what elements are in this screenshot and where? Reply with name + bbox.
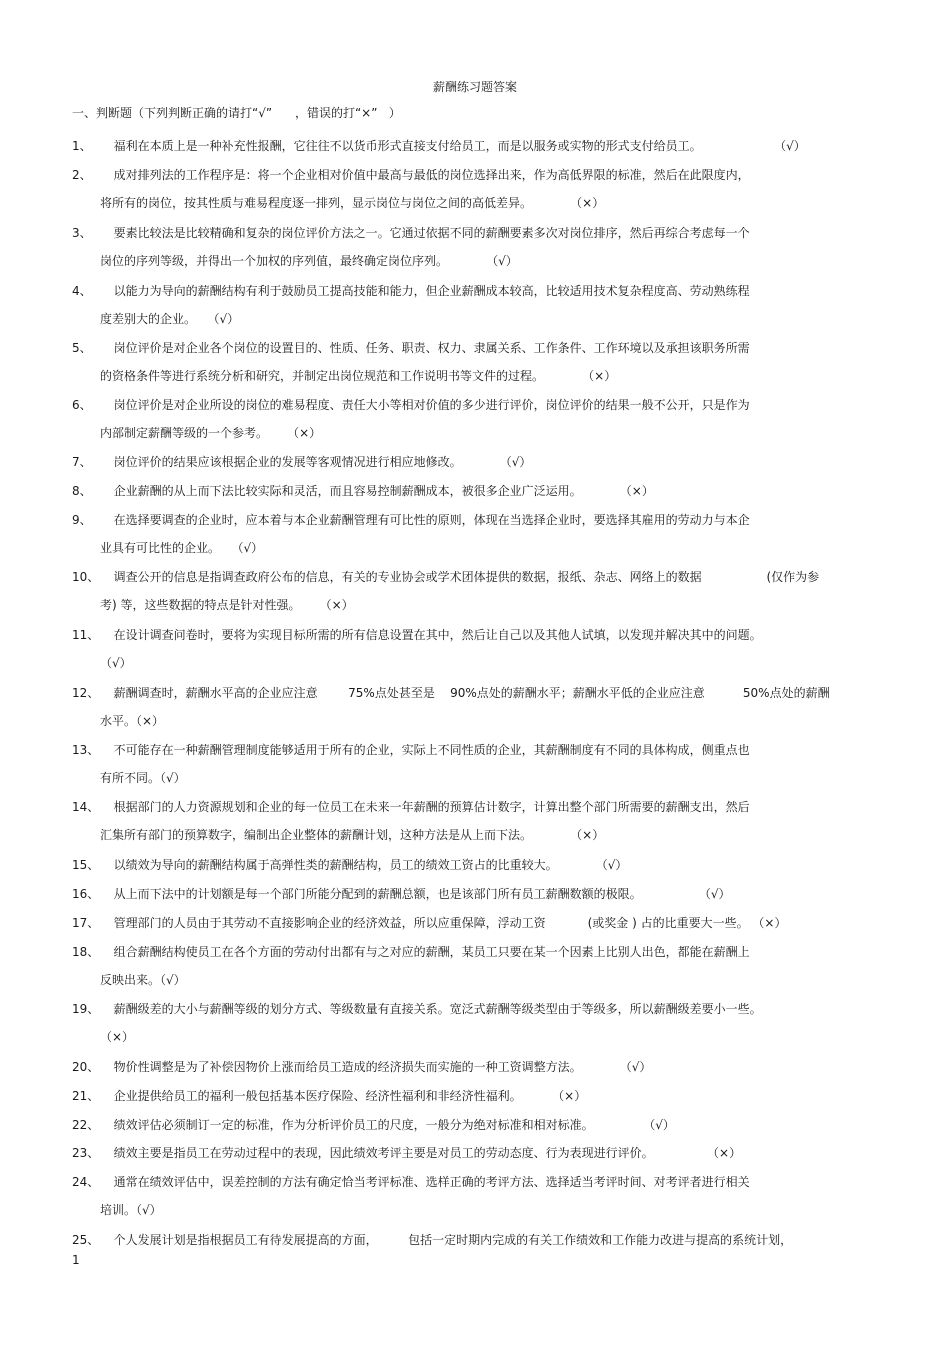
question-text-line: 以能力为导向的薪酬结构有利于鼓励员工提高技能和能力，但企业薪酬成本较高，比较适用技术复杂程度高、劳动熟练程: [106, 284, 750, 298]
question-text-line: 的资格条件等进行系统分析和研究，并制定出岗位规范和工作说明书等文件的过程。 （×）: [100, 369, 617, 383]
question-text-line: 将所有的岗位，按其性质与难易程度逐一排列，显示岗位与岗位之间的高低差异。 （×）: [100, 196, 605, 210]
question-text-line: 薪酬级差的大小与薪酬等级的划分方式、等级数量有直接关系。宽泛式薪酬等级类型由于等级多，所以薪酬级差要小一些。: [106, 1002, 762, 1016]
question-text-line: 在选择要调查的企业时，应本着与本企业薪酬管理有可比性的原则，体现在当选择企业时，要选择其雇用的劳动力与本企: [106, 513, 750, 527]
question-text-line: 培训。（√）: [100, 1203, 162, 1217]
question-text-line: 绩效主要是指员工在劳动过程中的表现，因此绩效考评主要是对员工的劳动态度、行为表现进行评价。 （×）: [106, 1146, 742, 1160]
question-number: 12、: [72, 686, 100, 700]
question-number: 23、: [72, 1146, 100, 1160]
question-text-line: 企业薪酬的从上而下法比较实际和灵活，而且容易控制薪酬成本，被很多企业广泛运用。 （×）: [106, 484, 654, 498]
question-text-line: 绩效评估必须制订一定的标准，作为分析评价员工的尺度，一般分为绝对标准和相对标准。 （√）: [106, 1118, 675, 1132]
question-text-line: 个人发展计划是指根据员工有待发展提高的方面， 包括一定时期内完成的有关工作绩效和工作能力改进与提高的系统计划，: [106, 1233, 793, 1247]
question-text-line: 业具有可比性的企业。 （√）: [100, 541, 264, 555]
question-text-line: 岗位评价的结果应该根据企业的发展等客观情况进行相应地修改。 （√）: [106, 455, 532, 469]
question-number: 9、: [72, 513, 92, 527]
question-text-line: 岗位评价是对企业各个岗位的设置目的、性质、任务、职责、权力、隶属关系、工作条件、工作环境以及承担该职务所需: [106, 341, 750, 355]
question-text-line: 以绩效为导向的薪酬结构属于高弹性类的薪酬结构，员工的绩效工资占的比重较大。 （√）: [106, 858, 628, 872]
question-number: 13、: [72, 743, 100, 757]
question-number: 4、: [72, 284, 92, 298]
question-text-line: 成对排列法的工作程序是：将一个企业相对价值中最高与最低的岗位选择出来，作为高低界限的标准，然后在此限度内，: [106, 168, 750, 182]
question-number: 22、: [72, 1118, 100, 1132]
question-text-line: （×）: [100, 1030, 135, 1044]
question-text-line: 不可能存在一种薪酬管理制度能够适用于所有的企业，实际上不同性质的企业，其薪酬制度有不同的具体构成，侧重点也: [106, 743, 750, 757]
question-text-line: 物价性调整是为了补偿因物价上涨而给员工造成的经济损失而实施的一种工资调整方法。 （√）: [106, 1060, 652, 1074]
question-number: 16、: [72, 887, 100, 901]
question-text-line: 组合薪酬结构使员工在各个方面的劳动付出都有与之对应的薪酬，某员工只要在某一个因素上比别人出色，都能在薪酬上: [106, 945, 750, 959]
question-text-line: 在设计调查问卷时，要将为实现目标所需的所有信息设置在其中，然后让自己以及其他人试填，以发现并解决其中的问题。: [106, 628, 762, 642]
question-number: 15、: [72, 858, 100, 872]
question-number: 5、: [72, 341, 92, 355]
question-text-line: 根据部门的人力资源规划和企业的每一位员工在未来一年薪酬的预算估计数字，计算出整个部门所需要的薪酬支出，然后: [106, 800, 750, 814]
question-number: 17、: [72, 916, 100, 930]
question-text-line: 通常在绩效评估中，误差控制的方法有确定恰当考评标准、选样正确的考评方法、选择适当考评时间、对考评者进行相关: [106, 1175, 750, 1189]
question-number: 11、: [72, 628, 100, 642]
question-number: 7、: [72, 455, 92, 469]
section-heading: 一、判断题（下列判断正确的请打“√” ，错误的打“×” ）: [72, 106, 401, 120]
question-text-line: 度差别大的企业。 （√）: [100, 312, 240, 326]
question-text-line: 汇集所有部门的预算数字，编制出企业整体的薪酬计划，这种方法是从上而下法。 （×）: [100, 828, 605, 842]
question-text-line: 薪酬调查时，薪酬水平高的企业应注意 75%点处甚至是 90%点处的薪酬水平；薪酬水平低的企业应注意 50%点处的薪酬: [106, 686, 830, 700]
question-text-line: 考) 等，这些数据的特点是针对性强。 （×）: [100, 598, 354, 612]
question-number: 3、: [72, 226, 92, 240]
question-number: 1、: [72, 139, 92, 153]
question-text-line: 内部制定薪酬等级的一个参考。 （×）: [100, 426, 322, 440]
question-text-line: 企业提供给员工的福利一般包括基本医疗保险、经济性福利和非经济性福利。 （×）: [106, 1089, 587, 1103]
question-text-line: 有所不同。（√）: [100, 771, 186, 785]
question-text-line: 从上而下法中的计划额是每一个部门所能分配到的薪酬总额，也是该部门所有员工薪酬数额的极限。 （√）: [106, 887, 731, 901]
question-number: 2、: [72, 168, 92, 182]
question-number: 8、: [72, 484, 92, 498]
question-number: 24、: [72, 1175, 100, 1189]
question-text-line: 反映出来。（√）: [100, 973, 186, 987]
question-text-line: 福利在本质上是一种补充性报酬，它往往不以货币形式直接支付给员工，而是以服务或实物的形式支付给员工。 （√）: [106, 139, 806, 153]
question-number: 20、: [72, 1060, 100, 1074]
page-number: 1: [72, 1253, 80, 1267]
question-number: 10、: [72, 570, 100, 584]
question-text-line: （√）: [100, 656, 132, 670]
question-number: 19、: [72, 1002, 100, 1016]
question-text-line: 岗位评价是对企业所设的岗位的难易程度、责任大小等相对价值的多少进行评价，岗位评价的结果一般不公开，只是作为: [106, 398, 750, 412]
question-number: 6、: [72, 398, 92, 412]
question-number: 18、: [72, 945, 100, 959]
question-number: 25、: [72, 1233, 100, 1247]
question-text-line: 要素比较法是比较精确和复杂的岗位评价方法之一。它通过依据不同的薪酬要素多次对岗位排序，然后再综合考虑每一个: [106, 226, 750, 240]
question-text-line: 调查公开的信息是指调查政府公布的信息，有关的专业协会或学术团体提供的数据，报纸、杂志、网络上的数据 (仅作为参: [106, 570, 820, 584]
question-text-line: 管理部门的人员由于其劳动不直接影响企业的经济效益，所以应重保障，浮动工资 (或奖金 ) 占的比重要大一些。 （×）: [106, 916, 787, 930]
question-text-line: 岗位的序列等级，并得出一个加权的序列值，最终确定岗位序列。 （√）: [100, 254, 518, 268]
question-text-line: 水平。（×）: [100, 714, 165, 728]
page-title: 薪酬练习题答案: [432, 80, 517, 94]
question-number: 21、: [72, 1089, 100, 1103]
question-number: 14、: [72, 800, 100, 814]
